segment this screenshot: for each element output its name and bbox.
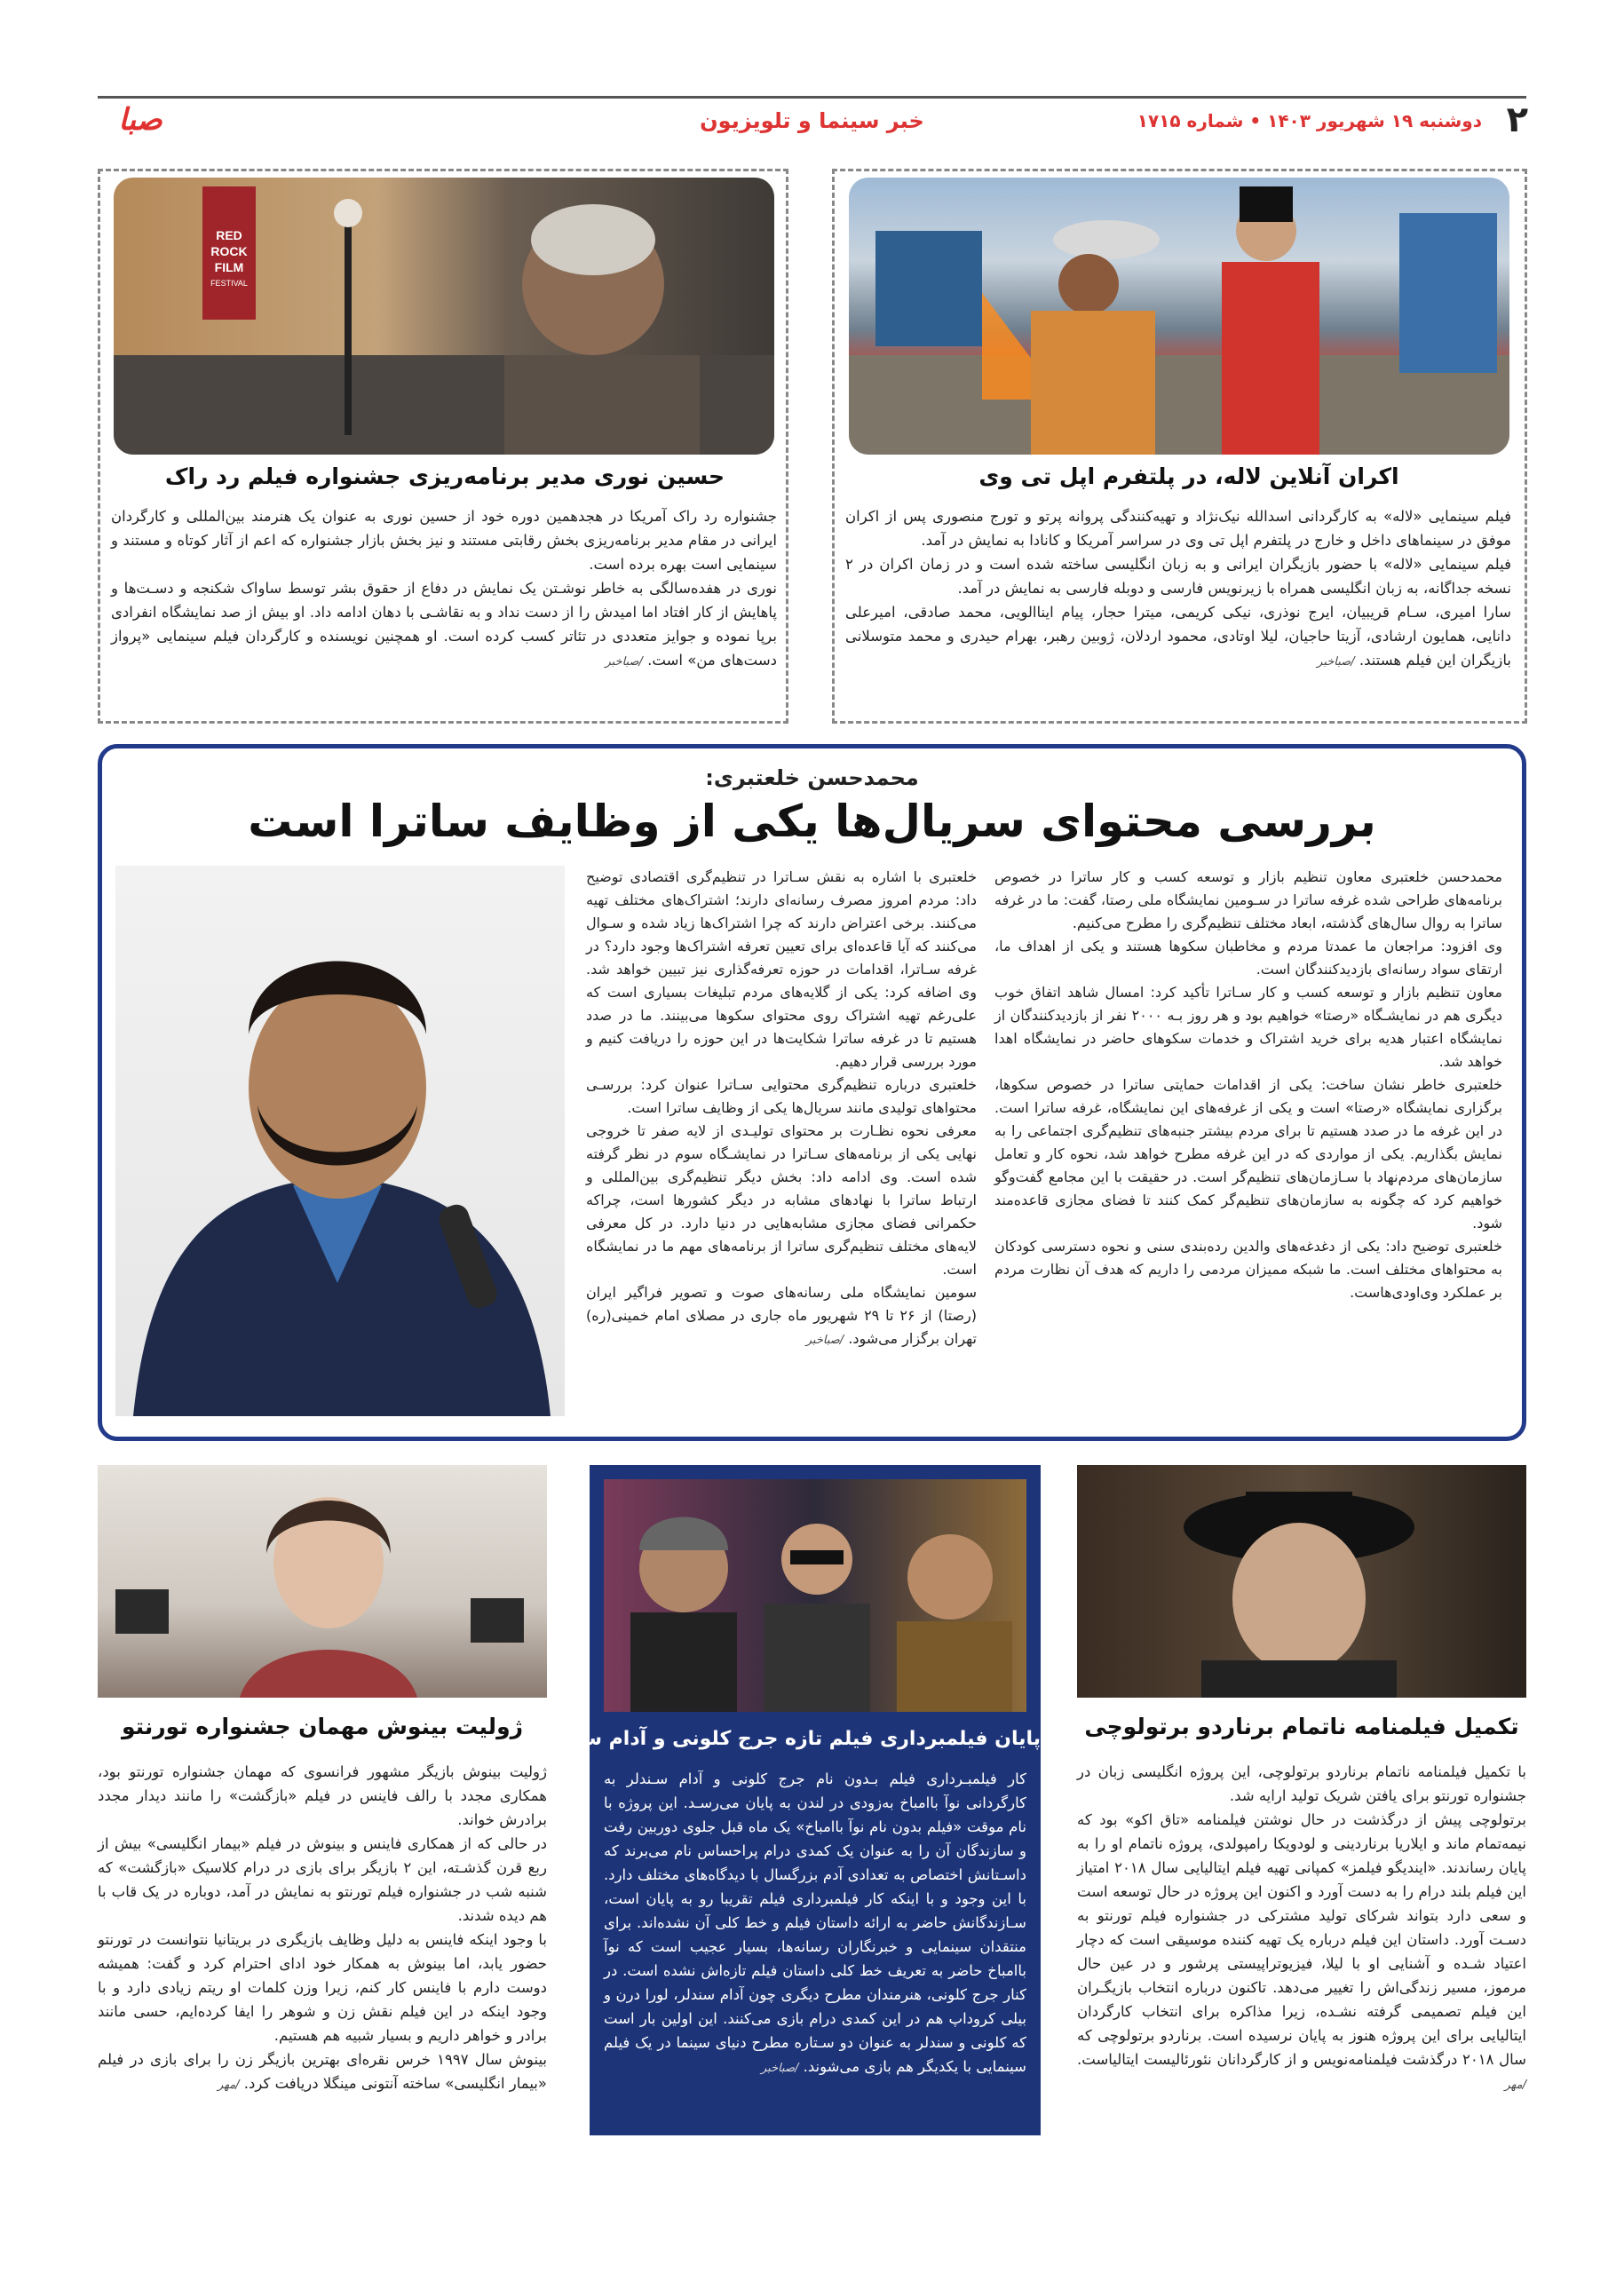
binoche-body [98, 1760, 547, 2097]
paragraph: فیلم سینمایی «لاله» به کارگردانی اسدالله نیک‌نژاد و تهیه‌کنندگی پروانه پرتو و تورج منصوری پس از اکران موفق در سینماهای داخل و خارج در پلتفرم اپل تی وی در سراسر آمریکا و کانادا به نمایش در آمد. [845, 508, 1511, 549]
paragraph: خلعتبری خاطر نشان ساخت: یکی از اقدامات حمایتی ساترا در خصوص سکوها، برگزاری نمایشگاه «رصتا» است و یکی از غرفه‌های این نمایشگاه، غرفه ساترا است. در این غرفه ما در صدد هستیم تا برای مردم بیشتر جنبه‌های تنظیم‌گری اجتماعی را به نمایش بگذاریم. یکی از مواردی که در این غرفه مطرح خواهد شد، نحوه کار و تعامل سازمان‌های مردم‌نهاد با سـازمان‌های تنظیم‌گر است. در حقیقت با این مجامع گفت‌وگو خواهیم کرد که چگونه به سازمان‌های تنظیم‌گر کمک کنند تا فضای مجازی قاعده‌مند شود. [994, 1076, 1502, 1232]
bertolucci-headline: تکمیل فیلمنامه ناتمام برناردو برتولوچی [1084, 1714, 1519, 1739]
credit: /صباخبر [605, 655, 643, 669]
paragraph: بینوش سال ۱۹۹۷ خرس نقره‌ای بهترین بازیگر زن را برای بازی در فیلم «بیمار انگلیسی» ساخته آنتونی مینگلا دریافت کرد. /مهر [98, 2051, 548, 2092]
paragraph: برتولوچی پیش از درگذشت در حال نوشتن فیلمنامه «تاق اکو» بود که نیمه‌تمام ماند و ایلاریا برناردینی و لودویکا رامپولدی، پروژه ناتمام او را به پایان رساندند. «ایندیگو فیلمز» کمپانی تهیه فیلم ایتالیایی سال ۲۰۱۸ امتیاز این فیلم بلند درام را به دست آورد و اکنون این پروژه در حال توسعه است و سعی دارد بتواند شرکای تولید مشترکی در جشنواره فیلم تورنتو به دسـت آورد. داستان این فیلم درباره یک تهیه کننده موسیقی است که دچار اعتیاد شـده و آشنایی او با لیلا، فیزیوتراپیستی پرشور و در عین حال مرموز، مسیر زندگی‌اش را تغییر می‌دهد. تاکنون درباره انتخاب بازیگـران این فیلم تصمیمی گرفته نشـده، زیرا مذاکره برای انتخاب کارگردان ایتالیایی برای این پروژه هنوز به پایان نرسیده است. برناردو برتولوچی که سال ۲۰۱۸ درگذشت فیلمنامه‌نویس و از کارگردانان نئورئالیست ایتالیاست. /مهر [1077, 1811, 1526, 2092]
portrait-illustration [1077, 1465, 1526, 1698]
khalatbari-photo [115, 866, 565, 1416]
credit: /صباخبر [805, 1334, 844, 1347]
feature-headline: بررسی محتوای سریال‌ها یکی از وظایف ساترا است [248, 796, 1376, 847]
bertolucci-body [1077, 1760, 1526, 2097]
clooney-body [604, 1767, 1026, 2080]
bertolucci-photo [1077, 1465, 1526, 1698]
paragraph: خلعتبری با اشاره به نقش سـاترا در تنظیم‌گری اقتصادی توضیح داد: مردم امروز مصرف رسانه‌ای دارند؛ اشتراک‌های مختلف تهیه می‌کنند. برخی اعتراض دارند که چرا اشتراک‌ها زیاد شده و سـوال می‌کنند که آیا قاعده‌ای برای تعیین تعرفه اشتراک‌ها وجود دارد؟ در غرفه سـاترا، اقدامات در حوزه تعرفه‌گذاری نیز تبیین خواهد شد. وی اضافه کرد: یکی از گلایه‌های مردم تبلیغات بسیاری است که علی‌رغم تهیه اشتراک روی محتوای سکوها می‌بینند. ما در صدد هستیم تا در غرفه ساترا شکایت‌ها در این حوزه را دریافت کنیم و مورد بررسی قرار دهیم. [586, 868, 977, 1070]
paragraph: با تکمیل فیلمنامه ناتمام برناردو برتولوچی، این پروژه انگلیسی زبان در جشنواره تورنتو برای یافتن شریک تولید ارایه شد. [1077, 1763, 1526, 1804]
clooney-sandler-photo [604, 1479, 1026, 1712]
paragraph: وی افزود: مراجعان ما عمدتا مردم و مخاطبان سکوها هستند و یکی از اهداف ما، ارتقای سواد رسانه‌ای بازدیدکنندگان است. [994, 938, 1502, 978]
nouri-body [111, 504, 777, 674]
nouri-headline: حسین نوری مدیر برنامه‌ریزی جشنواره فیلم رد راک [164, 463, 725, 489]
poster-text: ROCK [210, 244, 248, 258]
paragraph: سارا امیری، سـام قریبیان، ایرج نوذری، نیکی کریمی، میترا حجار، پیام ایناالویی، محمد صادقی، امیرعلی دانایی، همایون ارشادی، آزیتا حاجیان، لیلا اوتادی، محمود اردلان، ژوبین رهبر، بهرام حیدری و محمد متوسلانی بازیگران این فیلم هستند. /صباخبر [845, 604, 1511, 669]
paragraph: معرفی نحوه نظـارت بر محتوای تولیـدی از لایه صفر تا خروجی نهایی یکی از برنامه‌های سـاترا در نمایشـگاه سوم در نظر گرفته شده است. وی ادامه داد: بخش دیگر تنظیم‌گری بین‌المللی و ارتباط ساترا با نهادهای مشابه در دیگر کشورها است، چراکه حکمرانی فضای مجازی مشابه‌هایی در دنیا دارد. در کل معرفی لایه‌های مختلف تنظیم‌گری ساترا از برنامه‌های مهم ما در نمایشگاه است. [586, 1122, 977, 1278]
header-rule [98, 96, 1526, 99]
hossein-nouri-photo [114, 178, 774, 455]
newspaper-logo: صبا [118, 102, 162, 138]
paragraph: خلعتبری درباره تنظیم‌گری محتوایی سـاترا عنوان کرد: بررسـی محتواهای تولیدی مانند سریال‌ها یکی از وظایف ساترا است. [586, 1076, 977, 1116]
laleh-headline: اکران آنلاین لاله، در پلتفرم اپل تی وی [978, 463, 1399, 489]
feature-col-left [586, 866, 977, 1352]
paragraph: محمدحسن خلعتبری معاون تنظیم بازار و توسعه کسب و کار ساترا در خصوص برنامه‌های طراحی شده غرفه ساترا در سـومین نمایشگاه ملی رصتا، گفت: ما در غرفه ساترا به روال سال‌های گذشته، ابعاد مختلف تنظیم‌گری را مطرح می‌کنیم. [994, 868, 1502, 931]
binoche-photo [98, 1465, 547, 1698]
poster-text: FESTIVAL [210, 279, 248, 288]
paragraph: کار فیلمبـرداری فیلم بـدون نام جرج کلونی و آدام سـندلر به کارگردانی نوآ باامباخ به‌زودی در لندن به پایان می‌رسـد. این پروژه با نام موقت «فیلم بدون نام نوآ باامباخ» یک ماه قبل جلوی دوربین رفت و سازندگان آن را به عنوان یک کمدی درام پراحساس نام می‌برند که داسـتانش اختصاص به تعدادی آدم بزرگسال با دیدگاه‌های مختلف دارد. با این وجود و با اینکه کار فیلمبرداری فیلم تقریبا رو به پایان است، سـازندگانش حاضر به ارائه داستان فیلم و خط کلی آن نشده‌اند. برای منتقدان سینمایی و خبرنگاران رسانه‌ها، بسیار عجیب است که نوآ باامباخ حاضر به تعریف خط کلی داستان فیلم تازه‌اش نشده است. در کنار جرج کلونی، هنرمندان مطرح دیگری چون آدام سندلر، لورا درن و بیلی کروداپ هم در این کمدی درام بازی می‌کنند. این اولین بار است که کلونی و سندلر به عنوان دو سـتاره مطرح دنیای سینما در یک فیلم سینمایی با یکدیگر هم بازی می‌شوند. /صباخبر [604, 1770, 1026, 2075]
portrait-illustration [98, 1465, 547, 1698]
credit: /صباخبر [1317, 655, 1355, 669]
paragraph: جشنواره رد راک آمریکا در هجدهمین دوره خود از حسین نوری به عنوان یک هنرمند بین‌المللی و کارگردان ایرانی در مقام مدیر برنامه‌ریزی بخش رقابتی مستند و نیز بخش بازار جشنواره که اعم از آثار کوتاه و مستند و سینمایی است بهره برده است. [111, 508, 777, 573]
issue-date-line: دوشنبه ۱۹ شهریور ۱۴۰۳ • شماره ۱۷۱۵ [1137, 110, 1482, 131]
section-title: خبر سینما و تلویزیون [700, 108, 924, 133]
laleh-body [845, 504, 1511, 674]
poster-text: FILM [214, 260, 244, 274]
clooney-headline: پایان فیلمبرداری فیلم تازه جرج کلونی و آدام سندلر [543, 1728, 1041, 1750]
credit: /مهر [218, 2079, 240, 2092]
feature-kicker: محمدحسن خلعتبری: [705, 765, 919, 790]
laleh-film-photo [849, 178, 1509, 455]
film-still-illustration [849, 178, 1509, 455]
clooney-sandler-box [543, 1465, 1041, 2135]
paragraph: نوری در هفده‌سالگی به خاطر نوشـتن یک نمایش در دفاع از حقوق بشر توسط ساواک شکنجه و دسـت‌ها و پاهایش از کار افتاد اما امیدش را از دست نداد و به نقاشـی با دهان ادامه داد. او بیش از صد نمایشگاه انفرادی برپا نموده و جوایز متعددی در تئاتر کسب کرده است. او همچنین نویسنده و کارگردان فیلم سینمایی «پرواز دست‌های من» است. /صباخبر [111, 580, 777, 669]
paragraph: فیلم سینمایی «لاله» با حضور بازیگران ایرانی و به زبان انگلیسی ساخته شده است و در زمان اکران در ۲ نسخه جداگانه، به زبان انگلیسی همراه با زیرنویس فارسی و دوبله فارسی به نمایش در آمد. [845, 556, 1511, 597]
paragraph: در حالی که از همکاری فاینس و بینوش در فیلم «بیمار انگلیسی» بیش از ربع قرن گذشـته، این ۲ بازیگر برای بازی در درام کلاسیک «بازگشت» که شنبه شب در جشنواره فیلم تورنتو به نمایش در آمد، دوباره در یک قاب با هم دیده شدند. [98, 1835, 547, 1924]
paragraph: معاون تنظیم بازار و توسعه کسب و کار سـاترا تأکید کرد: امسال شاهد اتفاق خوب دیگری هم در نمایشـگاه «رصتا» خواهیم بود و هر روز بـه ۲۰۰۰ نفر از بازدیدکنندگان از نمایشگاه اعتبار هدیه برای خرید اشتراک و خدمات سکوهای حاضر در نمایشگاه اهدا خواهد شد. [994, 984, 1503, 1070]
paragraph: با وجود اینکه فاینس به دلیل وظایف بازیگری در بریتانیا نتوانست در تورنتو حضور یابد، اما بینوش به همکار خود ادای احترام کرد و گفت: همیشه دوست دارم با فاینس کار کنم، زیرا وزن کلمات او ریتم زیادی دارد و با وجود اینکه در این فیلم نقش زن و شوهر را ایفا کرده‌ایم، حسی مانند برادر و خواهر داریم و بسیار شبیه هم هستیم. [98, 1931, 547, 2044]
page-number: ۲ [1506, 99, 1528, 140]
credit: /مهر [1504, 2079, 1526, 2092]
binoche-headline: ژولیت بینوش مهمان جشنواره تورنتو [121, 1714, 523, 1739]
poster-text: RED [216, 228, 242, 242]
collage-illustration [604, 1479, 1026, 1712]
portrait-illustration [115, 866, 565, 1416]
paragraph: ژولیت بینوش بازیگر مشهور فرانسوی که مهمان جشنواره تورنتو بود، همکاری مجدد با رالف فاینس در فیلم «بازگشت» را مانند دیدار مجدد برادرش خواند. [98, 1763, 547, 1828]
paragraph: سومین نمایشگاه ملی رسانه‌های صوت و تصویر فراگیر ایران (رصتا) از ۲۶ تا ۲۹ شهریور ماه جاری در مصلای امام خمینی(ره) تهران برگزار می‌شود. /صباخبر [586, 1284, 978, 1347]
red-rock-festival-illustration [114, 178, 774, 455]
paragraph: خلعتبری توضیح داد: یکی از دغدغه‌های والدین رده‌بندی سنی و نحوه دسترسی کودکان به محتواهای مختلف است. ما شبکه ممیزان مردمی را داریم که هدف آن نظارت مردم بر عملکرد وی‌اودی‌هاست. [994, 1238, 1502, 1301]
feature-col-right [994, 866, 1502, 1304]
credit: /صباخبر [760, 2062, 799, 2075]
